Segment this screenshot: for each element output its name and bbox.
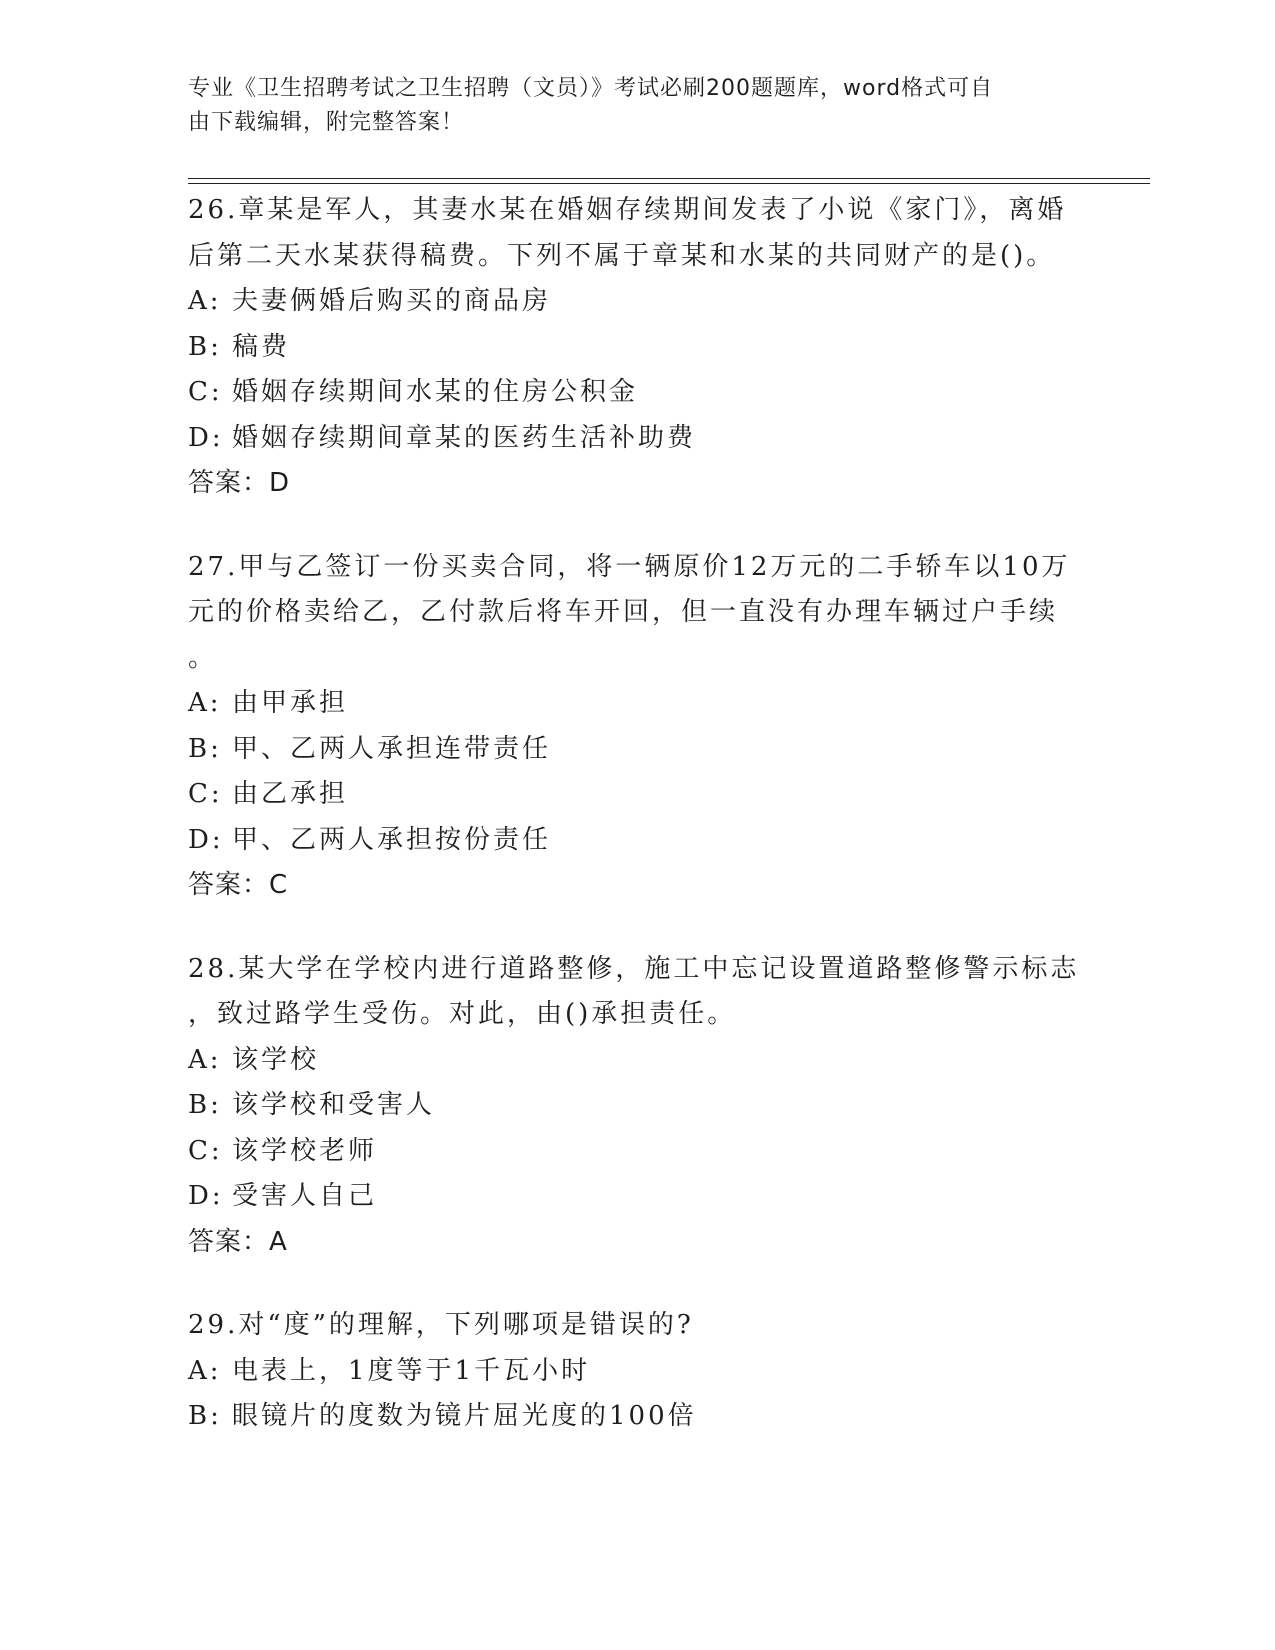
option-c: [188, 1129, 1088, 1175]
option-d: [188, 416, 1088, 462]
option-key: D:: [188, 824, 224, 855]
option-text: 稿费: [232, 331, 291, 362]
document-header: [188, 72, 1088, 140]
header-divider-bottom: [188, 183, 1150, 184]
answer-line: 答案：A: [188, 1226, 288, 1257]
header-divider-top: [188, 178, 1150, 179]
option-text: 眼镜片的度数为镜片屈光度的100倍: [232, 1401, 697, 1431]
option-b: [188, 1394, 1088, 1440]
option-key: A:: [188, 286, 222, 316]
option-b: [188, 727, 1088, 773]
option-a: [188, 1349, 1088, 1395]
question-stem-line: 28.某大学在学校内进行道路整修，施工中忘记设置道路整修警示标志: [188, 953, 1080, 984]
option-d: [188, 818, 1088, 864]
answer-line: 答案：C: [188, 870, 289, 900]
question-stem-line: 26.章某是军人，其妻水某在婚姻存续期间发表了小说《家门》，离婚: [188, 195, 1067, 225]
option-c: [188, 370, 1088, 416]
option-text: 婚姻存续期间章某的医药生活补助费: [232, 422, 697, 453]
option-key: A:: [188, 688, 222, 718]
option-key: B:: [188, 1090, 222, 1120]
option-key: C:: [188, 779, 223, 809]
option-c: [188, 772, 1088, 818]
option-text: 由乙承担: [232, 779, 349, 809]
question-stem-line: 。: [188, 642, 218, 673]
option-text: 由甲承担: [232, 688, 349, 718]
option-text: 该学校: [232, 1044, 320, 1075]
option-text: 该学校和受害人: [232, 1090, 436, 1120]
option-key: B:: [188, 1401, 222, 1431]
question-28: [188, 947, 1088, 1266]
option-key: C:: [188, 1135, 223, 1166]
question-stem-line: 27.甲与乙签订一份买卖合同，将一辆原价12万元的二手轿车以10万: [188, 551, 1071, 582]
option-text: 甲、乙两人承担按份责任: [232, 824, 552, 855]
option-key: B:: [188, 331, 222, 362]
option-text: 甲、乙两人承担连带责任: [232, 733, 552, 764]
question-stem-line: 后第二天水某获得稿费。下列不属于章某和水某的共同财产的是()。: [188, 240, 1056, 271]
option-a: [188, 1038, 1088, 1084]
option-text: 电表上，1度等于1千瓦小时: [232, 1355, 591, 1386]
answer-line: 答案：D: [188, 468, 291, 498]
option-a: [188, 681, 1088, 727]
option-key: B:: [188, 733, 222, 764]
option-key: D:: [188, 422, 224, 453]
question-list: [188, 188, 1088, 1478]
header-line-2: 由下载编辑，附完整答案！: [188, 110, 465, 135]
option-text: 夫妻俩婚后购买的商品房: [232, 286, 552, 316]
option-text: 该学校老师: [232, 1135, 378, 1166]
question-26: [188, 188, 1088, 507]
question-stem-line: 元的价格卖给乙，乙付款后将车开回，但一直没有办理车辆过户手续: [188, 597, 1059, 627]
option-a: [188, 279, 1088, 325]
option-b: [188, 1083, 1088, 1129]
question-stem-line: 29.对“度”的理解，下列哪项是错误的?: [188, 1310, 694, 1340]
option-key: A:: [188, 1355, 222, 1386]
option-key: C:: [188, 377, 223, 407]
header-line-1: 专业《卫生招聘考试之卫生招聘（文员）》考试必刷200题题库，word格式可自: [188, 76, 994, 101]
option-d: [188, 1174, 1088, 1220]
option-key: A:: [188, 1044, 222, 1075]
question-stem-line: ，致过路学生受伤。对此，由()承担责任。: [188, 999, 737, 1029]
option-key: D:: [188, 1181, 224, 1211]
option-text: 受害人自己: [232, 1181, 378, 1211]
option-b: [188, 325, 1088, 371]
option-text: 婚姻存续期间水某的住房公积金: [232, 377, 639, 407]
question-29: [188, 1303, 1088, 1440]
question-27: [188, 545, 1088, 909]
